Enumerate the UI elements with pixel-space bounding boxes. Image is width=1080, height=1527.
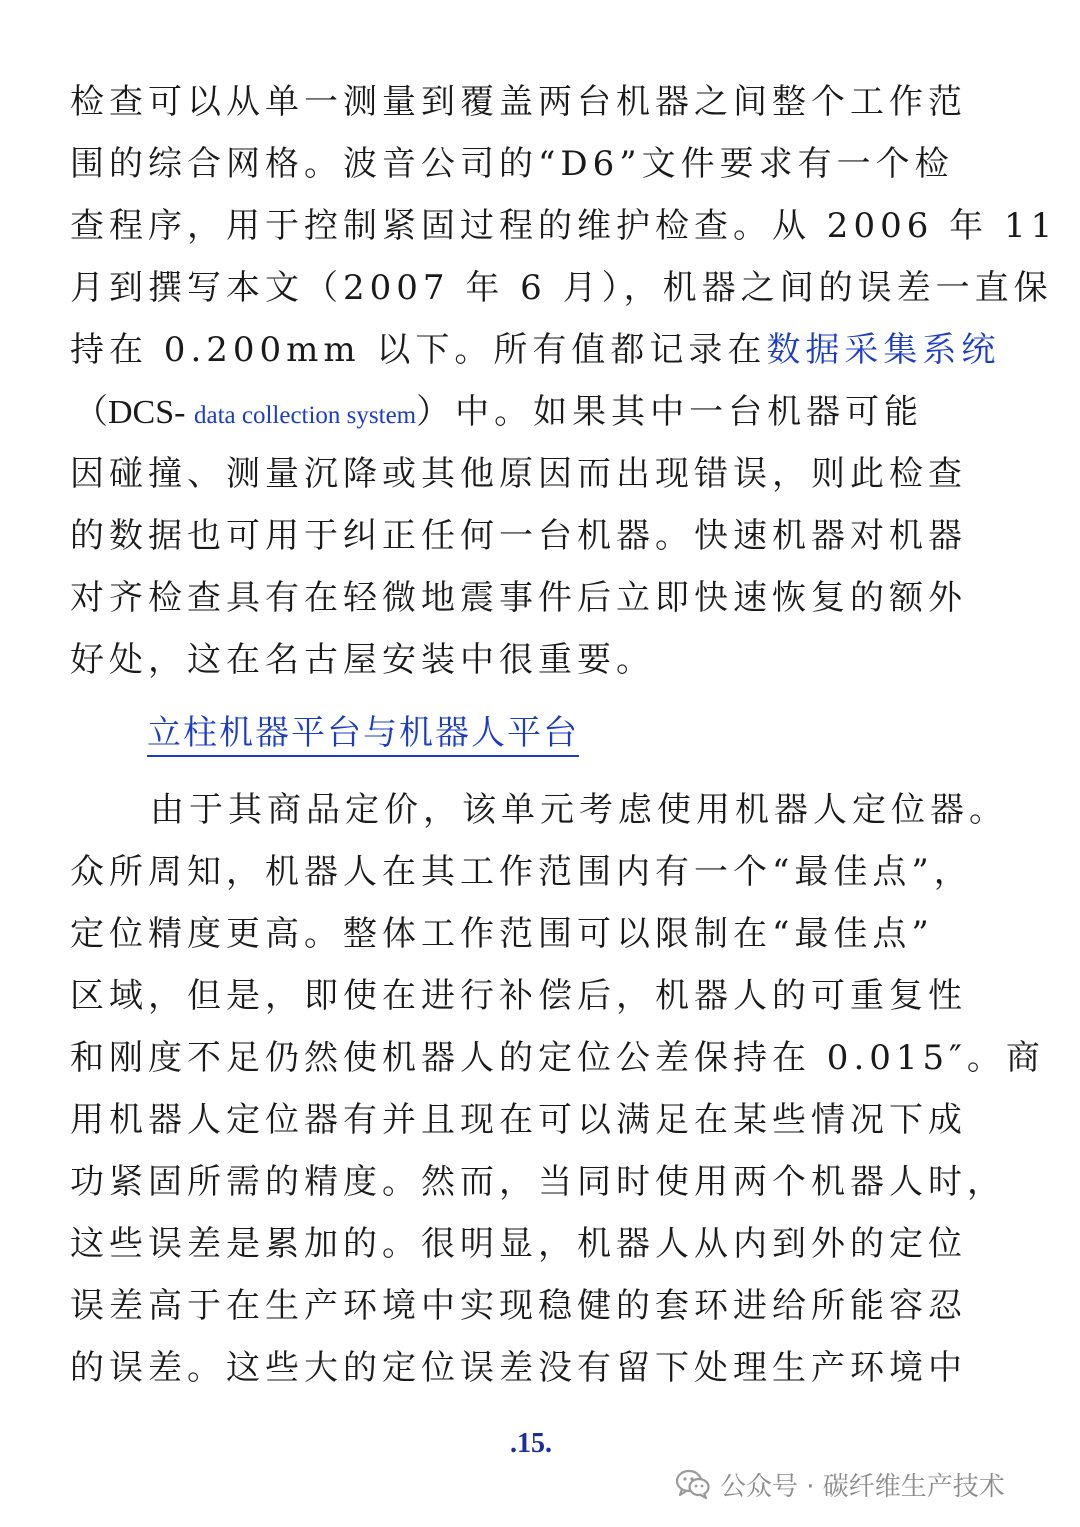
paragraph-2-line-9: 误差高于在生产环境中实现稳健的套环进给所能容忍 (70, 1286, 967, 1326)
paragraph-1-line-5 (70, 330, 1000, 370)
watermark-text: 公众号 · 碳纤维生产技术 (720, 1471, 1005, 1502)
paragraph-1-line-2: 围的综合网格。波音公司的“D6”文件要求有一个检 (70, 144, 954, 184)
paragraph-2-line-1: 由于其商品定价，该单元考虑使用机器人定位器。 (150, 790, 1008, 830)
paragraph-1-line-7: 因碰撞、测量沉降或其他原因而出现错误，则此检查 (70, 454, 967, 494)
paragraph-2-line-7: 功紧固所需的精度。然而，当同时使用两个机器人时， (70, 1162, 1006, 1202)
paragraph-1-line-8: 的数据也可用于纠正任何一台机器。快速机器对机器 (70, 516, 967, 556)
paragraph-1-line-5-text: 持在 0.200mm 以下。所有值都记录在 (70, 330, 767, 370)
dcs-link[interactable]: 数据采集系统 (766, 330, 1001, 370)
paragraph-2-line-3: 定位精度更高。整体工作范围可以限制在“最佳点” (70, 914, 934, 954)
paragraph-1-line-6 (74, 392, 923, 436)
data-collection-system-link[interactable]: data collection system (193, 402, 417, 429)
paragraph-2-line-5: 和刚度不足仍然使机器人的定位公差保持在 0.015″。商 (70, 1038, 1045, 1078)
paragraph-1-line-6-rest: ）中。如果其中一台机器可能 (416, 392, 924, 432)
watermark (676, 1464, 1005, 1504)
paragraph-1-line-4: 月到撰写本文（2007 年 6 月），机器之间的误差一直保 (70, 268, 1053, 308)
paragraph-2-line-4: 区域，但是，即使在进行补偿后，机器人的可重复性 (70, 976, 967, 1016)
wechat-icon (676, 1469, 710, 1499)
paragraph-1-line-9: 对齐检查具有在轻微地震事件后立即快速恢复的额外 (70, 578, 967, 618)
paragraph-1-line-3: 查程序，用于控制紧固过程的维护检查。从 2006 年 11 (70, 206, 1058, 246)
paragraph-2-line-6: 用机器人定位器有并且现在可以满足在某些情况下成 (70, 1100, 967, 1140)
paragraph-1-line-10: 好处，这在名古屋安装中很重要。 (70, 640, 655, 680)
paragraph-1-line-1: 检查可以从单一测量到覆盖两台机器之间整个工作范 (70, 82, 967, 122)
paragraph-1-line-6-open: （DCS- (74, 394, 194, 431)
paragraph-2-line-8: 这些误差是累加的。很明显，机器人从内到外的定位 (70, 1224, 967, 1264)
page-number: .15. (510, 1428, 552, 1459)
paragraph-2-line-10: 的误差。这些大的定位误差没有留下处理生产环境中 (70, 1348, 967, 1388)
paragraph-2-line-2: 众所周知，机器人在其工作范围内有一个“最佳点”， (70, 852, 973, 892)
section-heading-link[interactable]: 立柱机器平台与机器人平台 (147, 713, 579, 757)
